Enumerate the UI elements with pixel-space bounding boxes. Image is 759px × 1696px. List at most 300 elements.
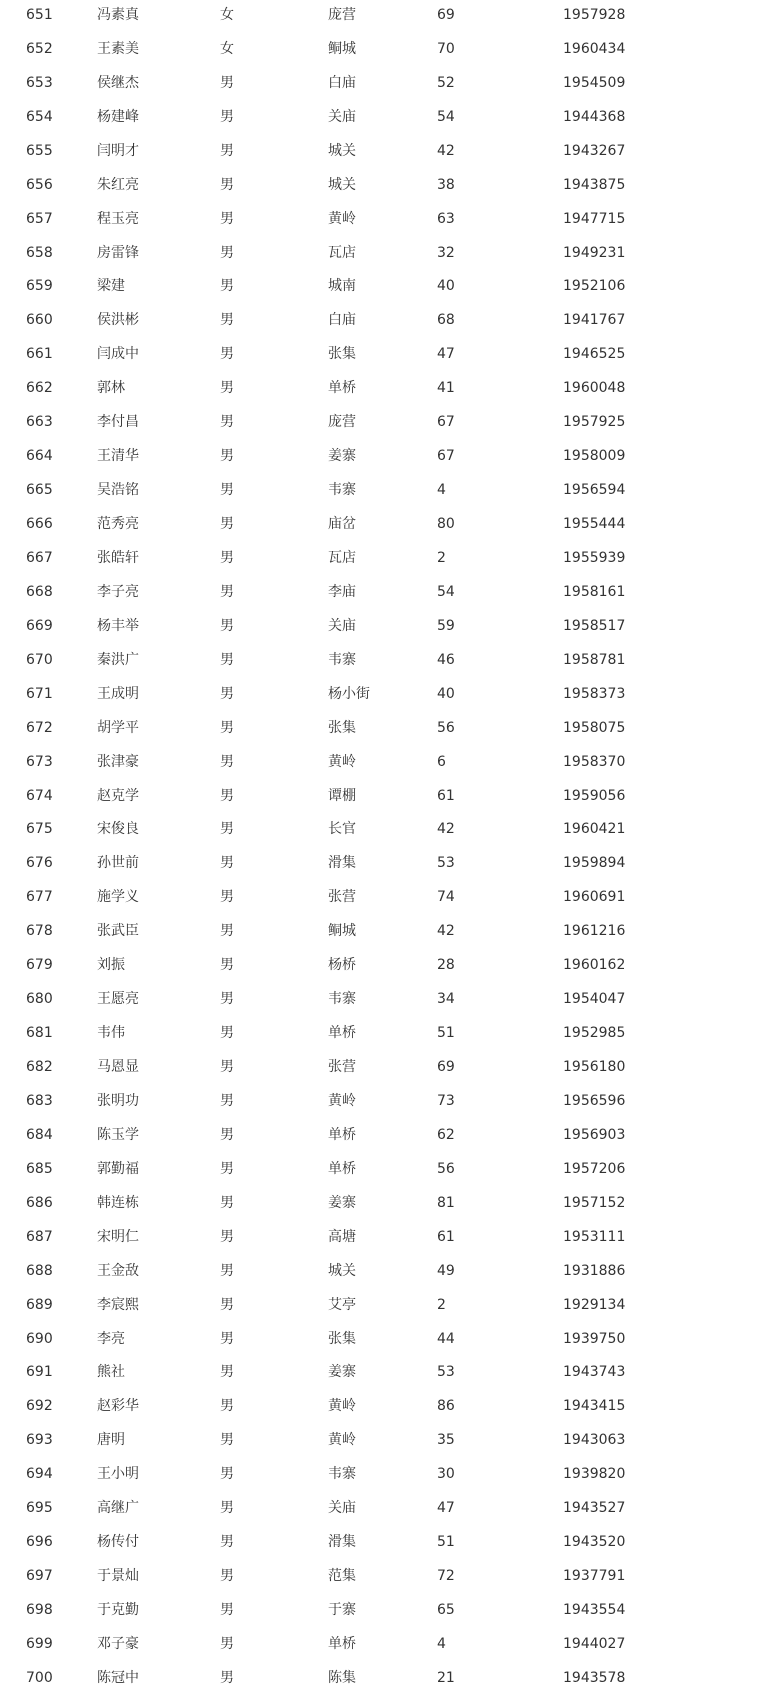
gender-cell: 男 — [220, 923, 234, 940]
name-cell: 侯继杰 — [97, 74, 139, 91]
id-cell: 1956596 — [563, 1092, 626, 1109]
name-cell: 韩连栋 — [97, 1194, 139, 1211]
town-cell: 韦寨 — [328, 1466, 356, 1483]
row-number: 678 — [26, 923, 53, 940]
row-number: 685 — [26, 1160, 53, 1177]
row-number: 696 — [26, 1534, 53, 1551]
town-cell: 白庙 — [328, 74, 356, 91]
row-number: 652 — [26, 40, 53, 57]
town-cell: 黄岭 — [328, 753, 356, 770]
town-cell: 长官 — [328, 821, 356, 838]
row-number: 695 — [26, 1500, 53, 1517]
name-cell: 程玉亮 — [97, 210, 139, 227]
age-cell: 53 — [437, 855, 455, 872]
age-cell: 72 — [437, 1568, 455, 1585]
age-cell: 2 — [437, 549, 446, 566]
row-number: 669 — [26, 617, 53, 634]
gender-cell: 男 — [220, 1364, 234, 1381]
gender-cell: 男 — [220, 1025, 234, 1042]
town-cell: 关庙 — [328, 108, 356, 125]
table-row — [0, 66, 759, 100]
table-row — [0, 813, 759, 847]
name-cell: 陈冠中 — [97, 1669, 139, 1686]
town-cell: 韦寨 — [328, 482, 356, 499]
table-row — [0, 1084, 759, 1118]
town-cell: 鲖城 — [328, 923, 356, 940]
table-row — [0, 1050, 759, 1084]
town-cell: 滑集 — [328, 1534, 356, 1551]
table-row — [0, 1152, 759, 1186]
age-cell: 41 — [437, 380, 455, 397]
name-cell: 王成明 — [97, 685, 139, 702]
gender-cell: 男 — [220, 516, 234, 533]
age-cell: 46 — [437, 651, 455, 668]
age-cell: 80 — [437, 516, 455, 533]
table-row — [0, 541, 759, 575]
name-cell: 于克勤 — [97, 1602, 139, 1619]
name-cell: 冯素真 — [97, 6, 139, 23]
age-cell: 67 — [437, 414, 455, 431]
gender-cell: 男 — [220, 346, 234, 363]
name-cell: 王清华 — [97, 448, 139, 465]
town-cell: 杨桥 — [328, 957, 356, 974]
table-row — [0, 711, 759, 745]
town-cell: 白庙 — [328, 312, 356, 329]
town-cell: 庙岔 — [328, 516, 356, 533]
gender-cell: 男 — [220, 1602, 234, 1619]
table-row — [0, 1525, 759, 1559]
row-number: 653 — [26, 74, 53, 91]
row-number: 661 — [26, 346, 53, 363]
id-cell: 1958781 — [563, 651, 626, 668]
id-cell: 1960434 — [563, 40, 626, 57]
name-cell: 胡学平 — [97, 719, 139, 736]
town-cell: 姜寨 — [328, 1364, 356, 1381]
name-cell: 邓子豪 — [97, 1635, 139, 1652]
id-cell: 1931886 — [563, 1262, 626, 1279]
name-cell: 宋明仁 — [97, 1228, 139, 1245]
name-cell: 闫成中 — [97, 346, 139, 363]
row-number: 665 — [26, 482, 53, 499]
age-cell: 54 — [437, 583, 455, 600]
town-cell: 城关 — [328, 1262, 356, 1279]
id-cell: 1947715 — [563, 210, 626, 227]
age-cell: 67 — [437, 448, 455, 465]
age-cell: 54 — [437, 108, 455, 125]
id-cell: 1960421 — [563, 821, 626, 838]
name-cell: 张武臣 — [97, 923, 139, 940]
table-row — [0, 914, 759, 948]
gender-cell: 男 — [220, 1635, 234, 1652]
town-cell: 城关 — [328, 142, 356, 159]
gender-cell: 男 — [220, 108, 234, 125]
row-number: 681 — [26, 1025, 53, 1042]
row-number: 672 — [26, 719, 53, 736]
age-cell: 42 — [437, 821, 455, 838]
age-cell: 21 — [437, 1669, 455, 1686]
table-row — [0, 846, 759, 880]
town-cell: 韦寨 — [328, 651, 356, 668]
table-row — [0, 134, 759, 168]
row-number: 655 — [26, 142, 53, 159]
age-cell: 40 — [437, 685, 455, 702]
age-cell: 30 — [437, 1466, 455, 1483]
table-row — [0, 1220, 759, 1254]
gender-cell: 男 — [220, 787, 234, 804]
town-cell: 于寨 — [328, 1602, 356, 1619]
id-cell: 1937791 — [563, 1568, 626, 1585]
row-number: 675 — [26, 821, 53, 838]
row-number: 692 — [26, 1398, 53, 1415]
table-row — [0, 745, 759, 779]
table-row — [0, 1254, 759, 1288]
row-number: 664 — [26, 448, 53, 465]
id-cell: 1956180 — [563, 1059, 626, 1076]
table-row — [0, 643, 759, 677]
town-cell: 黄岭 — [328, 1398, 356, 1415]
name-cell: 房雷锋 — [97, 244, 139, 261]
town-cell: 单桥 — [328, 1160, 356, 1177]
id-cell: 1952985 — [563, 1025, 626, 1042]
name-cell: 梁建 — [97, 278, 125, 295]
name-cell: 宋俊良 — [97, 821, 139, 838]
row-number: 659 — [26, 278, 53, 295]
gender-cell: 女 — [220, 40, 234, 57]
name-cell: 陈玉学 — [97, 1126, 139, 1143]
age-cell: 56 — [437, 1160, 455, 1177]
row-number: 680 — [26, 991, 53, 1008]
id-cell: 1959894 — [563, 855, 626, 872]
row-number: 699 — [26, 1635, 53, 1652]
row-number: 691 — [26, 1364, 53, 1381]
gender-cell: 男 — [220, 244, 234, 261]
age-cell: 52 — [437, 74, 455, 91]
table-row — [0, 575, 759, 609]
age-cell: 51 — [437, 1534, 455, 1551]
town-cell: 张集 — [328, 346, 356, 363]
age-cell: 38 — [437, 176, 455, 193]
name-cell: 马恩显 — [97, 1059, 139, 1076]
age-cell: 69 — [437, 6, 455, 23]
id-cell: 1944027 — [563, 1635, 626, 1652]
id-cell: 1958075 — [563, 719, 626, 736]
gender-cell: 男 — [220, 549, 234, 566]
age-cell: 74 — [437, 889, 455, 906]
name-cell: 李付昌 — [97, 414, 139, 431]
age-cell: 49 — [437, 1262, 455, 1279]
age-cell: 53 — [437, 1364, 455, 1381]
id-cell: 1955939 — [563, 549, 626, 566]
row-number: 676 — [26, 855, 53, 872]
row-number: 670 — [26, 651, 53, 668]
row-number: 694 — [26, 1466, 53, 1483]
age-cell: 86 — [437, 1398, 455, 1415]
age-cell: 47 — [437, 346, 455, 363]
age-cell: 2 — [437, 1296, 446, 1313]
town-cell: 单桥 — [328, 1126, 356, 1143]
name-cell: 孙世前 — [97, 855, 139, 872]
table-row — [0, 982, 759, 1016]
name-cell: 杨丰举 — [97, 617, 139, 634]
gender-cell: 男 — [220, 1262, 234, 1279]
table-row — [0, 1627, 759, 1661]
table-row — [0, 779, 759, 813]
town-cell: 张营 — [328, 1059, 356, 1076]
age-cell: 6 — [437, 753, 446, 770]
name-cell: 王金敌 — [97, 1262, 139, 1279]
id-cell: 1946525 — [563, 346, 626, 363]
id-cell: 1939750 — [563, 1330, 626, 1347]
town-cell: 庞营 — [328, 414, 356, 431]
age-cell: 42 — [437, 923, 455, 940]
name-cell: 李亮 — [97, 1330, 125, 1347]
row-number: 662 — [26, 380, 53, 397]
row-number: 654 — [26, 108, 53, 125]
gender-cell: 女 — [220, 6, 234, 23]
gender-cell: 男 — [220, 482, 234, 499]
row-number: 668 — [26, 583, 53, 600]
id-cell: 1958161 — [563, 583, 626, 600]
row-number: 679 — [26, 957, 53, 974]
town-cell: 姜寨 — [328, 448, 356, 465]
row-number: 690 — [26, 1330, 53, 1347]
gender-cell: 男 — [220, 889, 234, 906]
town-cell: 张集 — [328, 719, 356, 736]
age-cell: 28 — [437, 957, 455, 974]
id-cell: 1956903 — [563, 1126, 626, 1143]
row-number: 689 — [26, 1296, 53, 1313]
table-row — [0, 439, 759, 473]
row-number: 697 — [26, 1568, 53, 1585]
table-row — [0, 303, 759, 337]
table-row — [0, 1186, 759, 1220]
id-cell: 1957928 — [563, 6, 626, 23]
id-cell: 1943743 — [563, 1364, 626, 1381]
gender-cell: 男 — [220, 414, 234, 431]
table-row — [0, 371, 759, 405]
row-number: 700 — [26, 1669, 53, 1686]
table-row — [0, 337, 759, 371]
table-row — [0, 1457, 759, 1491]
age-cell: 61 — [437, 787, 455, 804]
id-cell: 1944368 — [563, 108, 626, 125]
name-cell: 赵彩华 — [97, 1398, 139, 1415]
name-cell: 张皓轩 — [97, 549, 139, 566]
gender-cell: 男 — [220, 448, 234, 465]
table-row — [0, 405, 759, 439]
row-number: 693 — [26, 1432, 53, 1449]
gender-cell: 男 — [220, 855, 234, 872]
town-cell: 黄岭 — [328, 1092, 356, 1109]
age-cell: 63 — [437, 210, 455, 227]
table-row — [0, 1559, 759, 1593]
gender-cell: 男 — [220, 380, 234, 397]
row-number: 677 — [26, 889, 53, 906]
id-cell: 1959056 — [563, 787, 626, 804]
age-cell: 59 — [437, 617, 455, 634]
town-cell: 鲖城 — [328, 40, 356, 57]
table-row — [0, 1118, 759, 1152]
name-cell: 熊社 — [97, 1364, 125, 1381]
gender-cell: 男 — [220, 74, 234, 91]
name-cell: 韦伟 — [97, 1025, 125, 1042]
row-number: 688 — [26, 1262, 53, 1279]
table-row — [0, 0, 759, 32]
table-row — [0, 1389, 759, 1423]
gender-cell: 男 — [220, 719, 234, 736]
id-cell: 1943875 — [563, 176, 626, 193]
age-cell: 51 — [437, 1025, 455, 1042]
town-cell: 李庙 — [328, 583, 356, 600]
row-number: 663 — [26, 414, 53, 431]
gender-cell: 男 — [220, 1126, 234, 1143]
table-row — [0, 270, 759, 304]
town-cell: 姜寨 — [328, 1194, 356, 1211]
age-cell: 47 — [437, 1500, 455, 1517]
name-cell: 王素美 — [97, 40, 139, 57]
id-cell: 1960048 — [563, 380, 626, 397]
age-cell: 68 — [437, 312, 455, 329]
town-cell: 陈集 — [328, 1669, 356, 1686]
gender-cell: 男 — [220, 1059, 234, 1076]
table-row — [0, 1661, 759, 1695]
id-cell: 1943520 — [563, 1534, 626, 1551]
id-cell: 1943267 — [563, 142, 626, 159]
table-row — [0, 202, 759, 236]
gender-cell: 男 — [220, 1092, 234, 1109]
name-cell: 张明功 — [97, 1092, 139, 1109]
id-cell: 1943527 — [563, 1500, 626, 1517]
gender-cell: 男 — [220, 1228, 234, 1245]
row-number: 673 — [26, 753, 53, 770]
gender-cell: 男 — [220, 651, 234, 668]
gender-cell: 男 — [220, 1568, 234, 1585]
town-cell: 黄岭 — [328, 1432, 356, 1449]
name-cell: 于景灿 — [97, 1568, 139, 1585]
row-number: 682 — [26, 1059, 53, 1076]
row-number: 660 — [26, 312, 53, 329]
gender-cell: 男 — [220, 1160, 234, 1177]
town-cell: 艾亭 — [328, 1296, 356, 1313]
town-cell: 单桥 — [328, 1025, 356, 1042]
name-cell: 杨建峰 — [97, 108, 139, 125]
row-number: 671 — [26, 685, 53, 702]
id-cell: 1952106 — [563, 278, 626, 295]
name-cell: 范秀亮 — [97, 516, 139, 533]
town-cell: 单桥 — [328, 1635, 356, 1652]
name-cell: 秦洪广 — [97, 651, 139, 668]
name-cell: 刘振 — [97, 957, 125, 974]
row-number: 651 — [26, 6, 53, 23]
age-cell: 69 — [437, 1059, 455, 1076]
table-row — [0, 880, 759, 914]
name-cell: 唐明 — [97, 1432, 125, 1449]
table-row — [0, 100, 759, 134]
id-cell: 1953111 — [563, 1228, 626, 1245]
town-cell: 张集 — [328, 1330, 356, 1347]
town-cell: 高塘 — [328, 1228, 356, 1245]
gender-cell: 男 — [220, 278, 234, 295]
id-cell: 1958373 — [563, 685, 626, 702]
age-cell: 4 — [437, 1635, 446, 1652]
town-cell: 庞营 — [328, 6, 356, 23]
gender-cell: 男 — [220, 991, 234, 1008]
id-cell: 1956594 — [563, 482, 626, 499]
id-cell: 1957206 — [563, 1160, 626, 1177]
gender-cell: 男 — [220, 753, 234, 770]
name-cell: 王愿亮 — [97, 991, 139, 1008]
age-cell: 81 — [437, 1194, 455, 1211]
name-cell: 王小明 — [97, 1466, 139, 1483]
gender-cell: 男 — [220, 210, 234, 227]
id-cell: 1954047 — [563, 991, 626, 1008]
town-cell: 黄岭 — [328, 210, 356, 227]
table-row — [0, 168, 759, 202]
gender-cell: 男 — [220, 583, 234, 600]
row-number: 683 — [26, 1092, 53, 1109]
table-row — [0, 473, 759, 507]
gender-cell: 男 — [220, 176, 234, 193]
age-cell: 32 — [437, 244, 455, 261]
id-cell: 1954509 — [563, 74, 626, 91]
table-row — [0, 948, 759, 982]
town-cell: 瓦店 — [328, 244, 356, 261]
table-row — [0, 1016, 759, 1050]
gender-cell: 男 — [220, 957, 234, 974]
id-cell: 1939820 — [563, 1466, 626, 1483]
gender-cell: 男 — [220, 617, 234, 634]
id-cell: 1929134 — [563, 1296, 626, 1313]
id-cell: 1960691 — [563, 889, 626, 906]
name-cell: 朱红亮 — [97, 176, 139, 193]
town-cell: 谭棚 — [328, 787, 356, 804]
gender-cell: 男 — [220, 1194, 234, 1211]
table-row — [0, 507, 759, 541]
town-cell: 范集 — [328, 1568, 356, 1585]
town-cell: 关庙 — [328, 1500, 356, 1517]
age-cell: 56 — [437, 719, 455, 736]
age-cell: 73 — [437, 1092, 455, 1109]
gender-cell: 男 — [220, 312, 234, 329]
age-cell: 42 — [437, 142, 455, 159]
town-cell: 城南 — [328, 278, 356, 295]
table-row — [0, 677, 759, 711]
id-cell: 1949231 — [563, 244, 626, 261]
age-cell: 4 — [437, 482, 446, 499]
row-number: 698 — [26, 1602, 53, 1619]
age-cell: 70 — [437, 40, 455, 57]
gender-cell: 男 — [220, 1466, 234, 1483]
name-cell: 吴浩铭 — [97, 482, 139, 499]
age-cell: 62 — [437, 1126, 455, 1143]
town-cell: 滑集 — [328, 855, 356, 872]
town-cell: 关庙 — [328, 617, 356, 634]
row-number: 684 — [26, 1126, 53, 1143]
name-cell: 杨传付 — [97, 1534, 139, 1551]
row-number: 658 — [26, 244, 53, 261]
id-cell: 1943415 — [563, 1398, 626, 1415]
age-cell: 44 — [437, 1330, 455, 1347]
row-number: 687 — [26, 1228, 53, 1245]
name-cell: 李子亮 — [97, 583, 139, 600]
name-cell: 高继广 — [97, 1500, 139, 1517]
id-cell: 1941767 — [563, 312, 626, 329]
gender-cell: 男 — [220, 1296, 234, 1313]
id-cell: 1943578 — [563, 1669, 626, 1686]
id-cell: 1960162 — [563, 957, 626, 974]
gender-cell: 男 — [220, 1330, 234, 1347]
id-cell: 1957925 — [563, 414, 626, 431]
